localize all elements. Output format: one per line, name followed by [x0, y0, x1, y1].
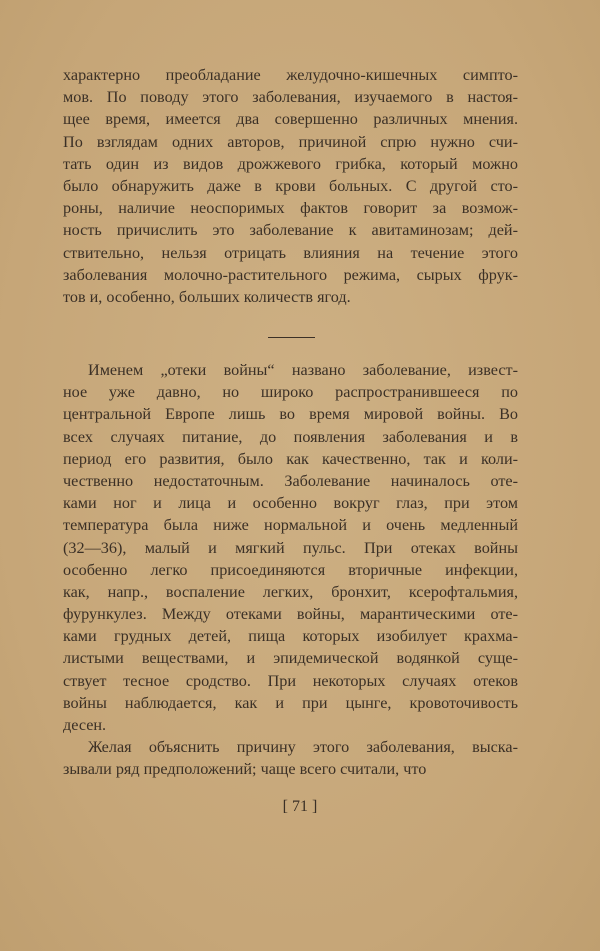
- text-line: ками ног и лица и особенно вокруг глаз, при этом: [63, 494, 518, 513]
- text-line: тов и, особенно, больших количеств ягод.: [63, 287, 351, 306]
- text-line: ствует тесное сродство. При некоторых случаях отеков: [63, 671, 518, 690]
- text-line: как, напр., воспаление легких, бронхит, ксерофтальмия,: [63, 582, 518, 601]
- text-line: фурункулез. Между отеками войны, марантическими оте-: [63, 605, 518, 624]
- text-line: листыми веществами, и эпидемической водянкой суще-: [63, 649, 518, 668]
- text-line: щее время, имеется два совершенно различных мнения.: [63, 110, 518, 129]
- text-line: было обнаружить даже в крови больных. С другой сто-: [63, 176, 518, 195]
- text-line: период его развития, было как качественно, так и коли-: [63, 449, 518, 468]
- text-line: особенно легко присоединяются вторичные инфекции,: [63, 560, 518, 579]
- text-line: зывали ряд предположений; чаще всего считали, что: [63, 760, 427, 779]
- page-number: [ 71 ]: [282, 798, 318, 815]
- text-block-bottom: [63, 359, 518, 781]
- text-line: температура была ниже нормальной и очень медленный: [63, 516, 518, 535]
- text-line: чественно недостаточным. Заболевание начиналось оте-: [63, 471, 518, 490]
- text-line: ствительно, нельзя отрицать влияния на течение этого: [63, 243, 518, 262]
- text-line: центральной Европе лишь во время мировой войны. Во: [63, 405, 518, 424]
- text-line: роны, наличие неоспоримых фактов говорит за возмож-: [63, 199, 518, 218]
- text-line: тать один из видов дрожжевого грибка, который можно: [63, 154, 518, 173]
- text-line: войны наблюдается, как и при цынге, кровоточивость: [63, 693, 518, 712]
- text-line: ками грудных детей, пища которых изобилует крахма-: [63, 627, 518, 646]
- text-line: (32—36), малый и мягкий пульс. При отеках войны: [63, 538, 518, 557]
- text-line: Именем „отеки войны“ названо заболевание, извест-: [88, 361, 518, 379]
- text-line: всех случаях питание, до появления заболевания и в: [63, 427, 518, 446]
- text-line: По взглядам одних авторов, причиной спрю нужно счи-: [63, 132, 518, 151]
- text-line: Желая объяснить причину этого заболевания, выска-: [88, 738, 518, 757]
- section-divider: [268, 337, 315, 338]
- text-line: ное уже давно, но широко распространившееся по: [63, 383, 518, 402]
- text-line: характерно преобладание желудочно-кишечных симпто-: [63, 66, 518, 84]
- text-line: десен.: [63, 716, 107, 734]
- text-block-top: [63, 64, 518, 308]
- text-line: ность причислить это заболевание к авитаминозам; дей-: [63, 221, 518, 240]
- text-line: мов. По поводу этого заболевания, изучаемого в настоя-: [63, 88, 518, 107]
- text-line: заболевания молочно-растительного режима, сырых фрук-: [63, 265, 518, 284]
